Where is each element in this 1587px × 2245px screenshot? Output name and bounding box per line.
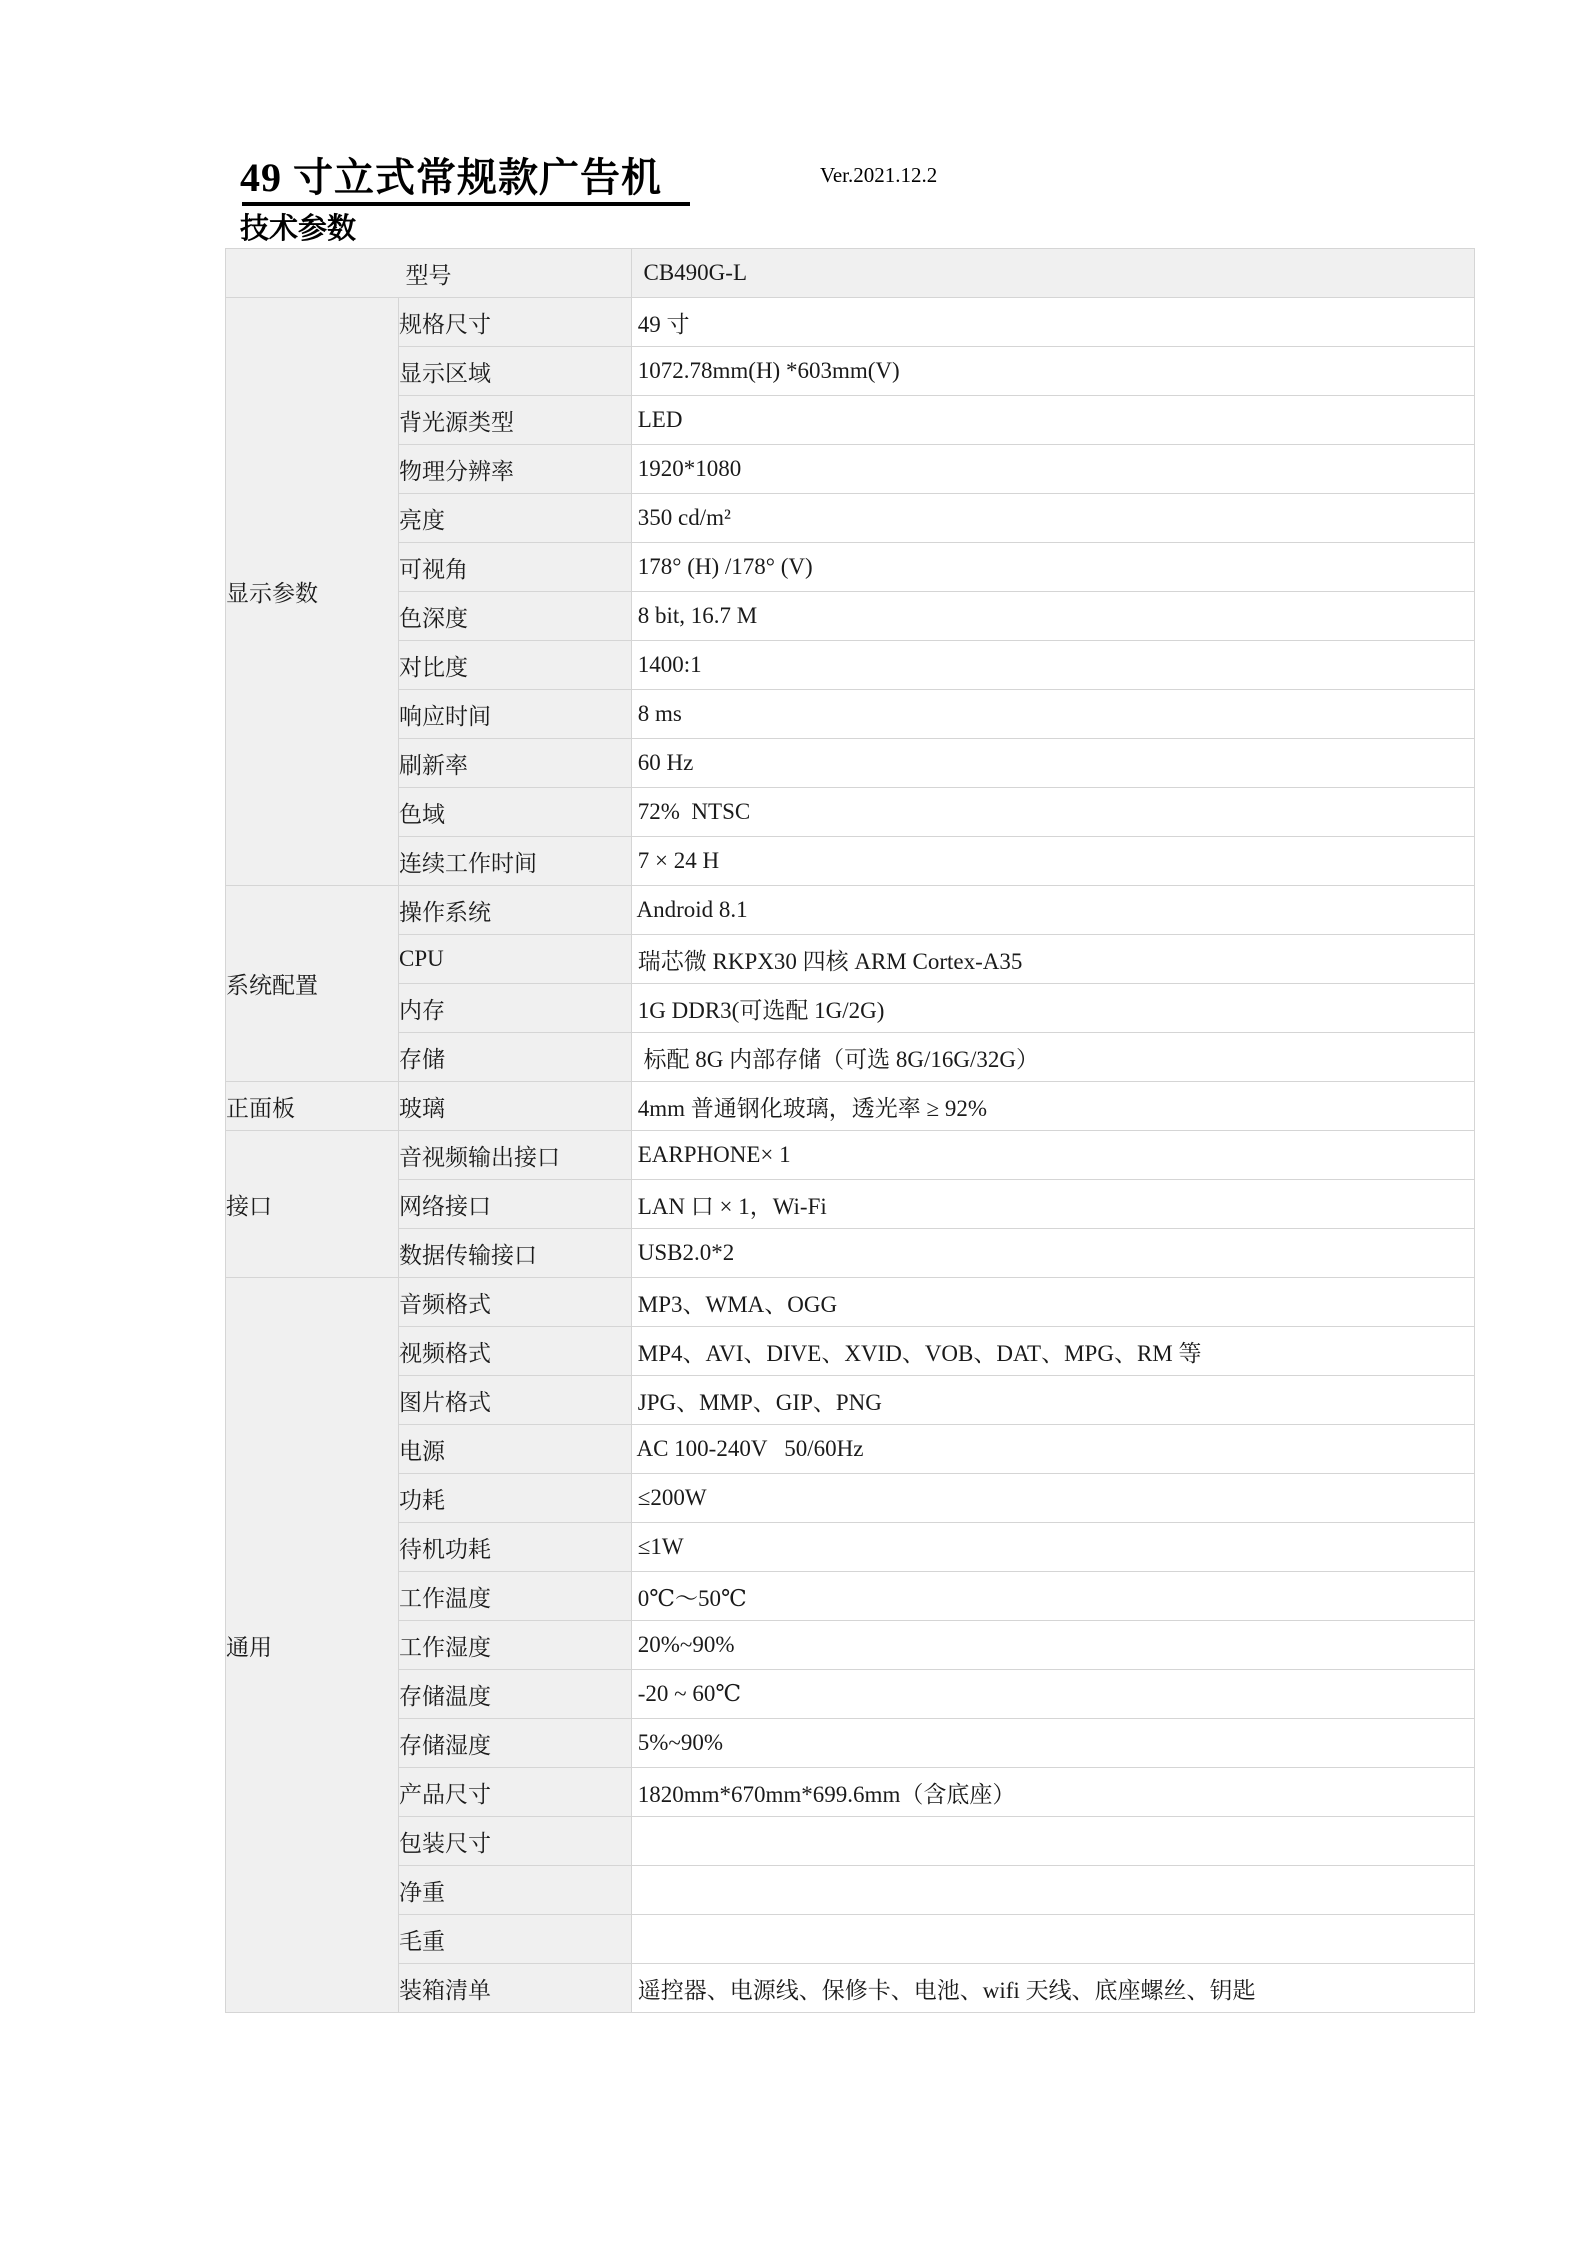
table-row — [226, 1033, 1475, 1082]
group-cell: 显示参数 — [226, 298, 399, 886]
spec-label: 亮度 — [399, 494, 632, 543]
spec-label: 背光源类型 — [399, 396, 632, 445]
group-cell: 接口 — [226, 1131, 399, 1278]
spec-value: 7 × 24 H — [632, 837, 1475, 886]
table-row — [226, 543, 1475, 592]
spec-value: USB2.0*2 — [632, 1229, 1475, 1278]
spec-label: 产品尺寸 — [399, 1768, 632, 1817]
spec-label: 存储温度 — [399, 1670, 632, 1719]
spec-label: 存储湿度 — [399, 1719, 632, 1768]
table-row — [226, 1866, 1475, 1915]
spec-value: AC 100-240V 50/60Hz — [632, 1425, 1475, 1474]
table-row — [226, 935, 1475, 984]
spec-value: 8 bit, 16.7 M — [632, 592, 1475, 641]
spec-value: ≤1W — [632, 1523, 1475, 1572]
table-row — [226, 1376, 1475, 1425]
spec-value: JPG、MMP、GIP、PNG — [632, 1376, 1475, 1425]
table-row — [226, 347, 1475, 396]
table-row — [226, 1082, 1475, 1131]
spec-value: 4mm 普通钢化玻璃，透光率 ≥ 92% — [632, 1082, 1475, 1131]
spec-label: 色深度 — [399, 592, 632, 641]
spec-value: 20%~90% — [632, 1621, 1475, 1670]
spec-label: 包装尺寸 — [399, 1817, 632, 1866]
spec-value: 60 Hz — [632, 739, 1475, 788]
table-row — [226, 837, 1475, 886]
table-row — [226, 984, 1475, 1033]
table-row — [226, 1621, 1475, 1670]
spec-value: MP3、WMA、OGG — [632, 1278, 1475, 1327]
spec-value: 瑞芯微 RKPX30 四核 ARM Cortex-A35 — [632, 935, 1475, 984]
spec-label: 对比度 — [399, 641, 632, 690]
spec-value: 遥控器、电源线、保修卡、电池、wifi 天线、底座螺丝、钥匙 — [632, 1964, 1475, 2013]
table-row — [226, 641, 1475, 690]
spec-label: 规格尺寸 — [399, 298, 632, 347]
model-value: CB490G-L — [632, 249, 1475, 298]
spec-label: 连续工作时间 — [399, 837, 632, 886]
group-cell: 系统配置 — [226, 886, 399, 1082]
spec-label: 图片格式 — [399, 1376, 632, 1425]
version-label: Ver.2021.12.2 — [820, 163, 938, 187]
spec-label: 物理分辨率 — [399, 445, 632, 494]
table-row — [226, 739, 1475, 788]
spec-value: 1820mm*670mm*699.6mm（含底座） — [632, 1768, 1475, 1817]
spec-value: 350 cd/m² — [632, 494, 1475, 543]
spec-value: 72% NTSC — [632, 788, 1475, 837]
table-row — [226, 1327, 1475, 1376]
page-title: 49 寸立式常规款广告机 — [240, 155, 662, 200]
spec-label: 装箱清单 — [399, 1964, 632, 2013]
spec-value: 1G DDR3(可选配 1G/2G) — [632, 984, 1475, 1033]
spec-value: LED — [632, 396, 1475, 445]
spec-label: CPU — [399, 935, 632, 984]
model-label: 型号 — [226, 249, 632, 298]
spec-label: 可视角 — [399, 543, 632, 592]
table-row — [226, 690, 1475, 739]
spec-label: 毛重 — [399, 1915, 632, 1964]
section-heading: 技术参数 — [240, 213, 357, 245]
spec-value: EARPHONE× 1 — [632, 1131, 1475, 1180]
spec-value: 178° (H) /178° (V) — [632, 543, 1475, 592]
spec-label: 响应时间 — [399, 690, 632, 739]
table-row — [226, 1670, 1475, 1719]
spec-value: 标配 8G 内部存储（可选 8G/16G/32G） — [632, 1033, 1475, 1082]
spec-label: 操作系统 — [399, 886, 632, 935]
table-row — [226, 886, 1475, 935]
spec-label: 视频格式 — [399, 1327, 632, 1376]
spec-value — [632, 1915, 1475, 1964]
spec-label: 电源 — [399, 1425, 632, 1474]
table-row — [226, 592, 1475, 641]
spec-value — [632, 1866, 1475, 1915]
spec-value: 1400:1 — [632, 641, 1475, 690]
table-row — [226, 1425, 1475, 1474]
spec-value: LAN 口 × 1，Wi-Fi — [632, 1180, 1475, 1229]
table-row — [226, 1474, 1475, 1523]
table-row — [226, 1131, 1475, 1180]
spec-value: 5%~90% — [632, 1719, 1475, 1768]
spec-label: 刷新率 — [399, 739, 632, 788]
spec-value: 8 ms — [632, 690, 1475, 739]
table-row — [226, 1278, 1475, 1327]
spec-value: 1920*1080 — [632, 445, 1475, 494]
spec-table — [225, 248, 1475, 2013]
spec-label: 音视频输出接口 — [399, 1131, 632, 1180]
table-row — [226, 1229, 1475, 1278]
spec-value: ≤200W — [632, 1474, 1475, 1523]
spec-value — [632, 1817, 1475, 1866]
table-row — [226, 1719, 1475, 1768]
spec-label: 待机功耗 — [399, 1523, 632, 1572]
spec-value: MP4、AVI、DIVE、XVID、VOB、DAT、MPG、RM 等 — [632, 1327, 1475, 1376]
table-row — [226, 445, 1475, 494]
spec-label: 工作湿度 — [399, 1621, 632, 1670]
table-row — [226, 1964, 1475, 2013]
spec-label: 工作温度 — [399, 1572, 632, 1621]
table-row — [226, 1180, 1475, 1229]
table-row — [226, 396, 1475, 445]
spec-value: Android 8.1 — [632, 886, 1475, 935]
table-row — [226, 298, 1475, 347]
table-row — [226, 1523, 1475, 1572]
spec-label: 存储 — [399, 1033, 632, 1082]
spec-label: 玻璃 — [399, 1082, 632, 1131]
group-cell: 正面板 — [226, 1082, 399, 1131]
table-row — [226, 788, 1475, 837]
table-row — [226, 1817, 1475, 1866]
spec-label: 净重 — [399, 1866, 632, 1915]
table-row — [226, 1915, 1475, 1964]
table-row — [226, 1768, 1475, 1817]
spec-value: 1072.78mm(H) *603mm(V) — [632, 347, 1475, 396]
spec-label: 音频格式 — [399, 1278, 632, 1327]
spec-label: 功耗 — [399, 1474, 632, 1523]
table-row — [226, 494, 1475, 543]
spec-label: 网络接口 — [399, 1180, 632, 1229]
table-row-model — [226, 249, 1475, 298]
spec-table-body — [226, 249, 1475, 2013]
table-row — [226, 1572, 1475, 1621]
spec-value: 0℃～50℃ — [632, 1572, 1475, 1621]
spec-label: 色域 — [399, 788, 632, 837]
spec-value: 49 寸 — [632, 298, 1475, 347]
spec-label: 数据传输接口 — [399, 1229, 632, 1278]
spec-value: -20 ~ 60℃ — [632, 1670, 1475, 1719]
group-cell: 通用 — [226, 1278, 399, 2013]
spec-label: 显示区域 — [399, 347, 632, 396]
spec-label: 内存 — [399, 984, 632, 1033]
